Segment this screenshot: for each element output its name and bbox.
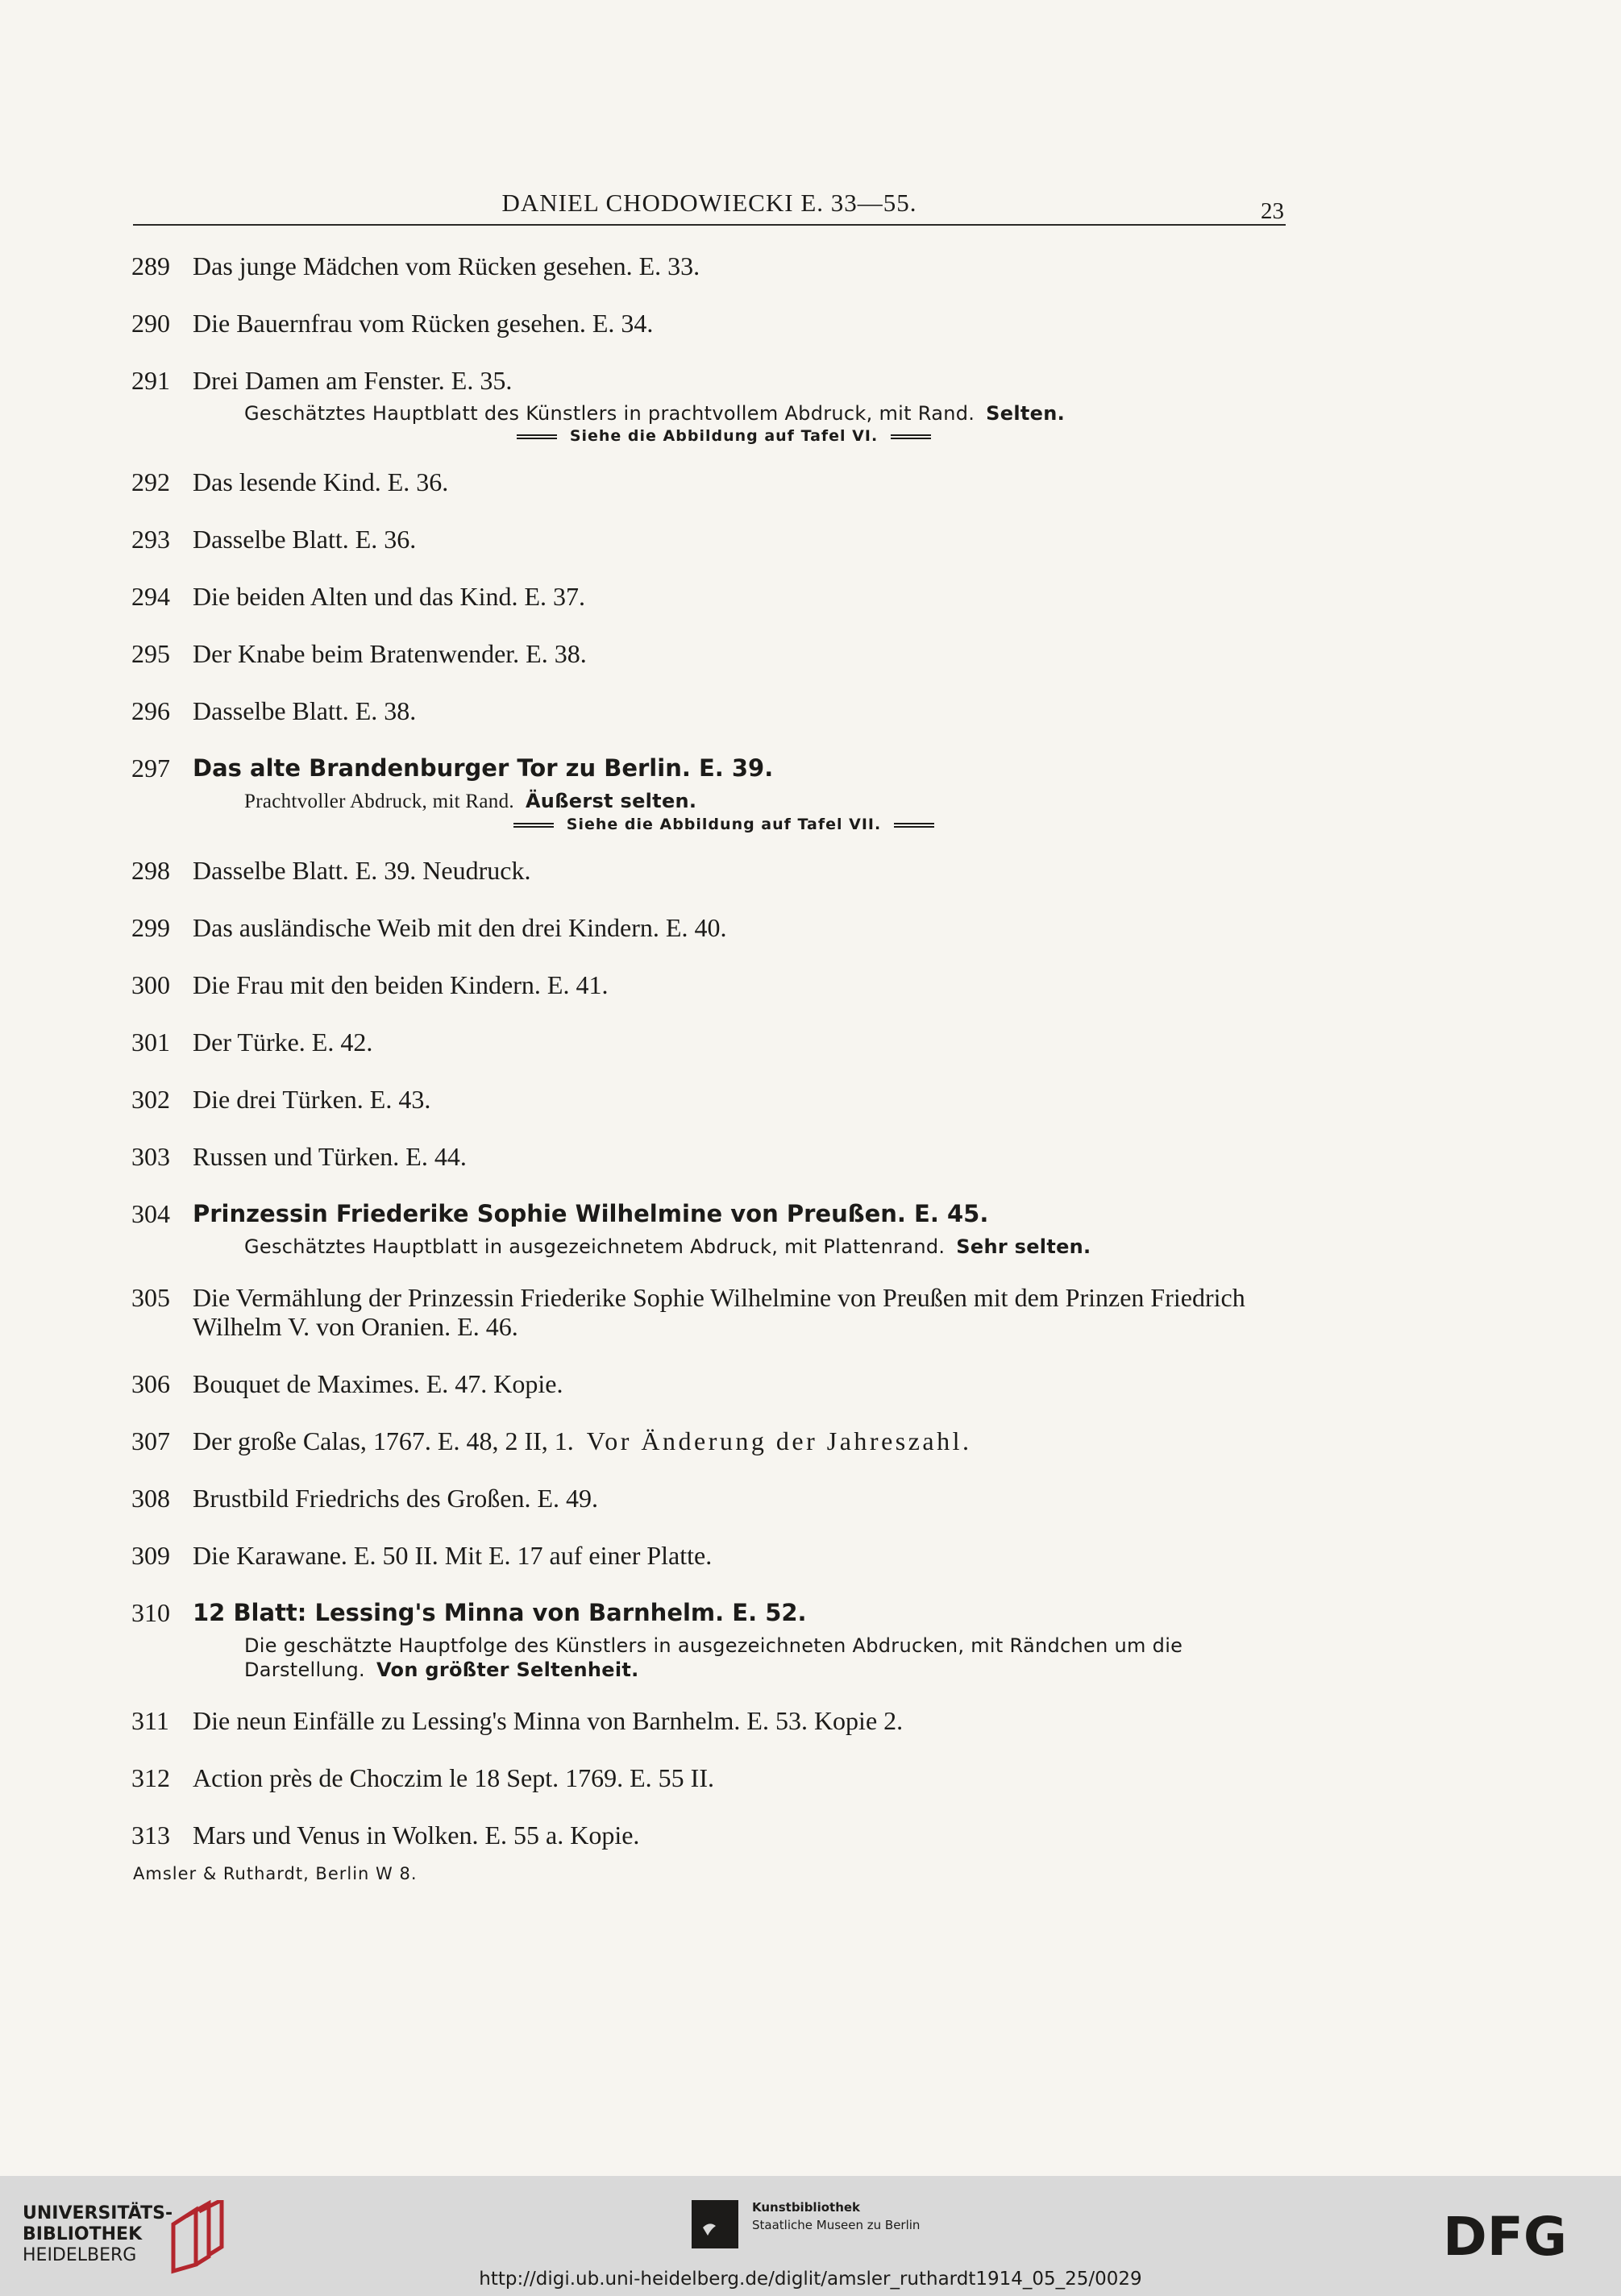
- plate-reference: [244, 427, 1203, 445]
- catalogue-entry: [131, 582, 1286, 611]
- entry-number: 306: [131, 1369, 170, 1398]
- entry-text: [193, 1426, 1286, 1455]
- catalogue-entry: [131, 913, 1286, 942]
- catalogue-entry: [131, 1085, 1286, 1114]
- catalogue-entry: [131, 639, 1286, 668]
- entry-number: 298: [131, 856, 170, 885]
- permalink-url[interactable]: http://digi.ub.uni-heidelberg.de/diglit/amsler_ruthardt1914_05_25/0029: [479, 2269, 1142, 2290]
- catalogue-entry: [131, 251, 1286, 280]
- catalogue-entry: [131, 1199, 1286, 1259]
- entry-text: Die Vermählung der Prinzessin Friederike Sophie Wilhelmine von Preußen mit dem Prinzen Friedrich Wilhelm V. von Oranien. E. 46.: [193, 1283, 1245, 1341]
- kunstbibliothek-subtitle: Staatliche Museen zu Berlin: [752, 2218, 921, 2232]
- entry-number: 308: [131, 1484, 170, 1513]
- entry-note: [244, 1634, 1286, 1682]
- entry-text: Brustbild Friedrichs des Großen. E. 49.: [193, 1484, 599, 1513]
- entry-text: Dasselbe Blatt. E. 39. Neudruck.: [193, 856, 531, 885]
- running-title: DANIEL CHODOWIECKI E. 33—55.: [501, 189, 917, 217]
- entry-note: [244, 401, 1286, 426]
- kunstbibliothek-name: Kunstbibliothek: [752, 2200, 861, 2215]
- entry-text: Drei Damen am Fenster. E. 35.: [193, 366, 513, 395]
- entry-number: 290: [131, 309, 170, 338]
- ub-heidelberg-logo[interactable]: [23, 2200, 232, 2277]
- catalogue-entry: [131, 1426, 1286, 1455]
- entry-number: 294: [131, 582, 170, 611]
- entry-text: Die beiden Alten und das Kind. E. 37.: [193, 582, 586, 611]
- entry-text: Russen und Türken. E. 44.: [193, 1142, 467, 1171]
- catalogue-entry: [131, 696, 1286, 725]
- catalogue-entry: [131, 856, 1286, 885]
- entry-note: [244, 789, 1286, 814]
- catalogue-entry: [131, 366, 1286, 445]
- page-header: [133, 187, 1286, 226]
- entry-text: Der Knabe beim Bratenwender. E. 38.: [193, 639, 587, 668]
- plate-reference-text: Siehe die Abbildung auf Tafel VII.: [566, 816, 882, 833]
- ub-line-1: UNIVERSITÄTS-: [23, 2203, 173, 2223]
- catalogue-entry: [131, 754, 1286, 833]
- entry-number: 299: [131, 913, 170, 942]
- ub-line-3: HEIDELBERG: [23, 2245, 137, 2265]
- catalogue-entry: [131, 1369, 1286, 1398]
- entry-number: 296: [131, 696, 170, 725]
- entry-number: 310: [131, 1598, 170, 1627]
- entry-number: 305: [131, 1283, 170, 1312]
- entry-number: 289: [131, 251, 170, 280]
- entry-text: Prinzessin Friederike Sophie Wilhelmine von Preußen. E. 45.: [193, 1200, 989, 1227]
- entry-text: Das lesende Kind. E. 36.: [193, 467, 449, 496]
- catalogue-entry: [131, 525, 1286, 554]
- entry-number: 292: [131, 467, 170, 496]
- catalogue-entry: [131, 1541, 1286, 1570]
- catalogue-list: [131, 251, 1286, 1878]
- note-text: Geschätztes Hauptblatt in ausgezeichnetem Abdruck, mit Plattenrand.: [244, 1235, 946, 1258]
- entry-number: 300: [131, 970, 170, 999]
- entry-text: Dasselbe Blatt. E. 38.: [193, 696, 417, 725]
- page-number: 23: [1261, 198, 1284, 224]
- entry-number: 295: [131, 639, 170, 668]
- rarity-label: Sehr selten.: [956, 1235, 1091, 1258]
- entry-text: Der Türke. E. 42.: [193, 1028, 373, 1057]
- catalogue-entry: [131, 1706, 1286, 1735]
- plate-reference: [244, 816, 1203, 833]
- catalogue-entry: [131, 1763, 1286, 1792]
- entry-number: 301: [131, 1028, 170, 1057]
- entry-text: Die Bauernfrau vom Rücken gesehen. E. 34.: [193, 309, 654, 338]
- entry-note: [244, 1235, 1286, 1259]
- ub-emblem-icon: [164, 2200, 228, 2274]
- kunstbibliothek-wordmark: [752, 2198, 920, 2234]
- kunstbibliothek-logo[interactable]: [692, 2198, 966, 2255]
- note-text: Prachtvoller Abdruck, mit Rand.: [244, 791, 514, 812]
- entry-text: Die Frau mit den beiden Kindern. E. 41.: [193, 970, 609, 999]
- entry-text: Das alte Brandenburger Tor zu Berlin. E. 39.: [193, 754, 774, 782]
- ub-line-2: BIBLIOTHEK: [23, 2224, 143, 2244]
- rarity-label: Äußerst selten.: [525, 790, 697, 812]
- catalogue-entry: [131, 1484, 1286, 1513]
- entry-text: 12 Blatt: Lessing's Minna von Barnhelm. E. 52.: [193, 1599, 807, 1626]
- catalogue-entry: [131, 1598, 1286, 1682]
- double-rule-right: [891, 434, 931, 439]
- rarity-label: Von größter Seltenheit.: [376, 1659, 639, 1681]
- dfg-logo-text: DFG: [1443, 2208, 1568, 2265]
- double-rule-left: [513, 823, 554, 828]
- entry-number: 297: [131, 754, 170, 783]
- entry-number: 293: [131, 525, 170, 554]
- note-text: Geschätztes Hauptblatt des Künstlers in prachtvollem Abdruck, mit Rand.: [244, 402, 975, 425]
- catalogue-entry: [131, 1028, 1286, 1057]
- entry-text: Das ausländische Weib mit den drei Kindern. E. 40.: [193, 913, 727, 942]
- entry-number: 312: [131, 1763, 170, 1792]
- entry-number: 307: [131, 1426, 170, 1455]
- catalogue-entry: [131, 467, 1286, 496]
- note-text: Die geschätzte Hauptfolge des Künstlers in ausgezeichneten Abdrucken, mit Rändchen um die Darstellung.: [244, 1634, 1183, 1681]
- entry-number: 309: [131, 1541, 170, 1570]
- catalogue-entry: [131, 309, 1286, 338]
- double-rule-right: [894, 823, 934, 828]
- entry-text: Dasselbe Blatt. E. 36.: [193, 525, 417, 554]
- entry-number: 302: [131, 1085, 170, 1114]
- entry-text: Die Karawane. E. 50 II. Mit E. 17 auf einer Platte.: [193, 1541, 713, 1570]
- dfg-logo[interactable]: [1443, 2208, 1600, 2265]
- entry-number: 291: [131, 366, 170, 395]
- state-note: Vor Änderung der Jahreszahl.: [586, 1426, 972, 1455]
- rarity-label: Selten.: [986, 402, 1066, 425]
- catalogue-entry: [131, 970, 1286, 999]
- entry-text: Action près de Choczim le 18 Sept. 1769. E. 55 II.: [193, 1763, 714, 1792]
- entry-number: 304: [131, 1199, 170, 1228]
- entry-text: Bouquet de Maximes. E. 47. Kopie.: [193, 1369, 563, 1398]
- catalogue-entry: [131, 1142, 1286, 1171]
- ub-heidelberg-wordmark: [23, 2203, 172, 2266]
- entry-text: Mars und Venus in Wolken. E. 55 a. Kopie.: [193, 1821, 640, 1850]
- entry-main-text: Der große Calas, 1767. E. 48, 2 II, 1.: [193, 1426, 574, 1455]
- double-rule-left: [517, 434, 557, 439]
- entry-text: Die neun Einfälle zu Lessing's Minna von Barnhelm. E. 53. Kopie 2.: [193, 1706, 904, 1735]
- catalogue-entry: [131, 1821, 1286, 1850]
- plate-reference-text: Siehe die Abbildung auf Tafel VI.: [569, 427, 879, 445]
- entry-number: 311: [131, 1706, 169, 1735]
- entry-number: 303: [131, 1142, 170, 1171]
- kunstbibliothek-emblem-icon: [692, 2200, 738, 2248]
- entry-number: 313: [131, 1821, 170, 1850]
- catalogue-entry: [131, 1283, 1286, 1341]
- entry-text: Das junge Mädchen vom Rücken gesehen. E. 33.: [193, 251, 700, 280]
- publisher-imprint: Amsler & Ruthardt, Berlin W 8.: [133, 1864, 418, 1883]
- entry-text: Die drei Türken. E. 43.: [193, 1085, 431, 1114]
